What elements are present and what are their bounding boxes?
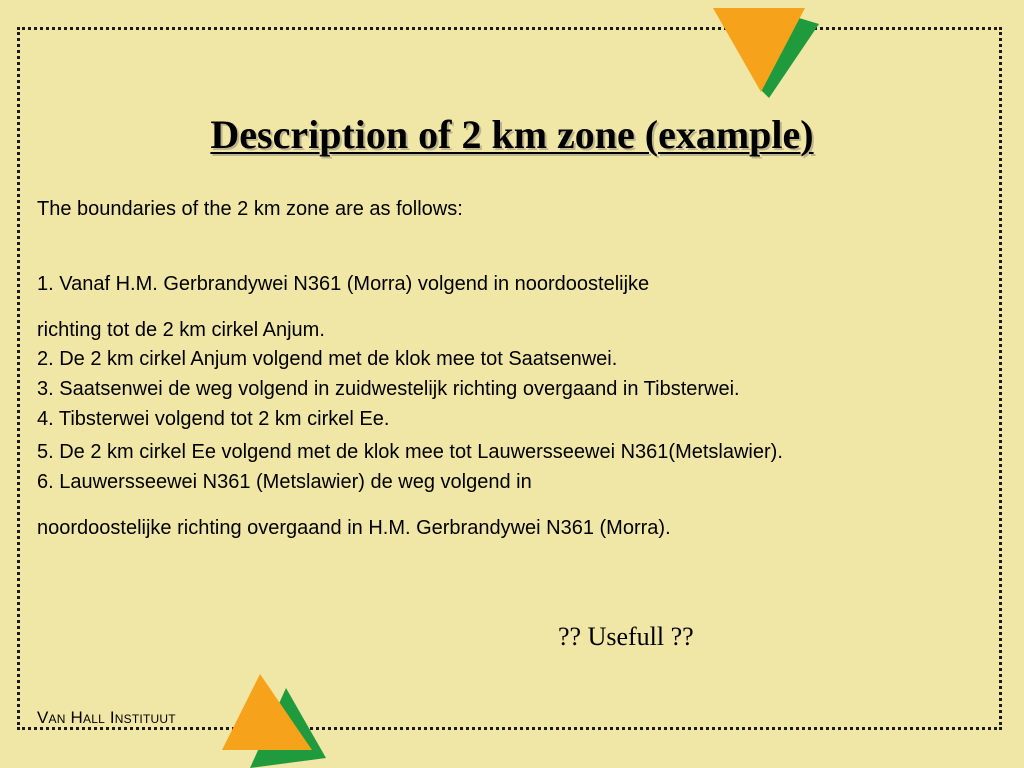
boundary-line-1: 1. Vanaf H.M. Gerbrandywei N361 (Morra) volgend in noordoostelijke [37, 273, 650, 295]
boundary-line-6: 6. Lauwersseewei N361 (Metslawier) de weg volgend in [37, 471, 532, 493]
boundary-line-6-continued: noordoostelijke richting overgaand in H.M. Gerbrandywei N361 (Morra). [37, 517, 671, 539]
intro-text: The boundaries of the 2 km zone are as follows: [37, 198, 463, 220]
boundary-line-2: 2. De 2 km cirkel Anjum volgend met de klok mee tot Saatsenwei. [37, 348, 618, 370]
boundary-line-1-continued: richting tot de 2 km cirkel Anjum. [37, 319, 325, 341]
boundary-line-5: 5. De 2 km cirkel Ee volgend met de klok mee tot Lauwersseewei N361(Metslawier). [37, 441, 783, 463]
boundary-line-3: 3. Saatsenwei de weg volgend in zuidwestelijk richting overgaand in Tibsterwei. [37, 378, 740, 400]
boundary-line-4: 4. Tibsterwei volgend tot 2 km cirkel Ee. [37, 408, 390, 430]
slide-title: Description of 2 km zone (example) [210, 112, 814, 157]
brand-name: Van Hall Instituut [37, 708, 176, 727]
usefulness-note: ?? Usefull ?? [558, 622, 694, 651]
triangle-logo-icon [713, 6, 823, 98]
triangle-logo-bottom-icon [220, 672, 330, 768]
